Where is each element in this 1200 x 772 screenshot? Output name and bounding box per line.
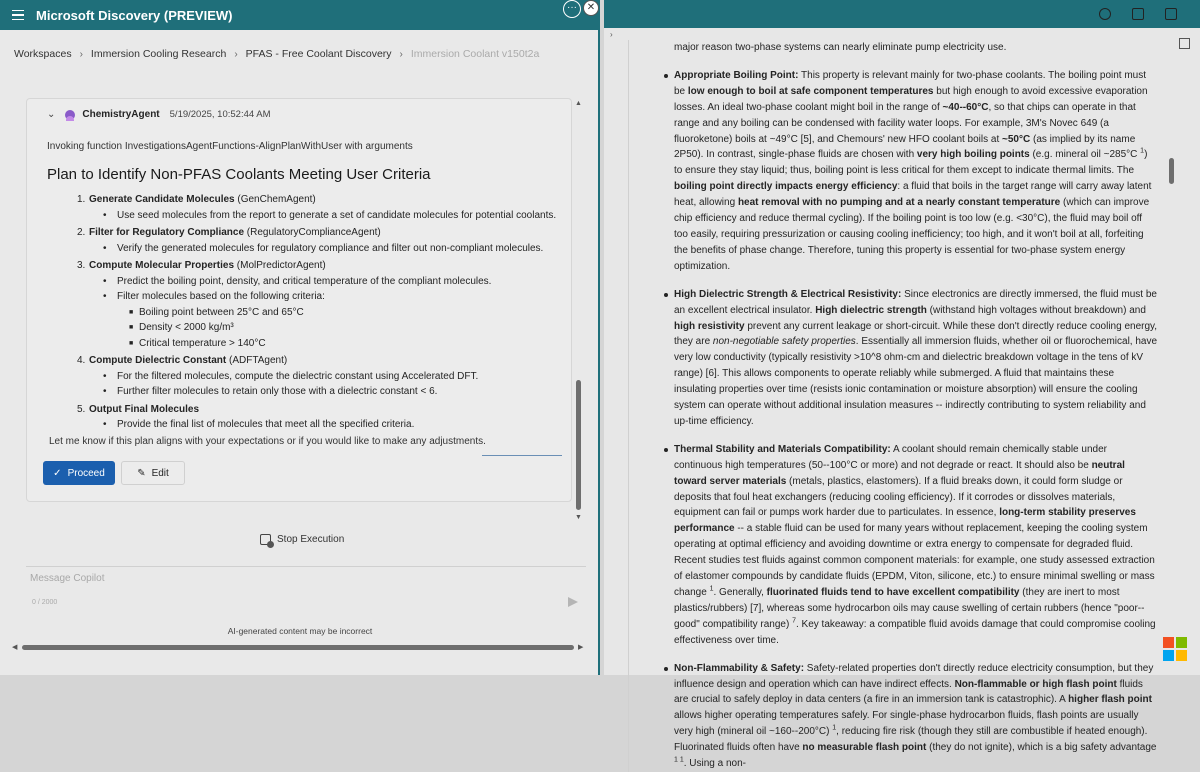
function-invocation-text: Invoking function InvestigationsAgentFunctions-AlignPlanWithUser with arguments <box>47 141 413 152</box>
doc-bullet-boiling-point: Appropriate Boiling Point: This property is relevant mainly for two-phase coolants. The boiling point must be low enough to boil at safe component temperatures but high enough to avoid excessive evaporation losses. An ideal two-phase coolant might boil in the range of ~40--60°C, so that chips can operate in that range and any boiling can be condensed with facility water loops. For example, 3M's Novec 649 (a fluoroketone) boils at ~49°C [5], and Chemours' new HFO coolant boils at ~50°C (as implied by its name 2P50). In contrast, single-phase fluids are chosen with very high boiling points (e.g. mineral oil ~285°C $^1$) to ensure they stay liquid; thus, boiling point is less critical for them except to indicate thermal limits. The boiling point directly impacts energy efficiency: a fluid that boils in the target range will carry away latent heat, allowing heat removal with no pumping and at a nearly constant temperature (which can improve chip efficiency and reduce thermal cycling). If the boiling point is too low (e.g. <30°C), the fluid may boil off too easily, requiring pressurization or causing cooling inefficiency; too high, and it won't boil at all, forfeiting the benefits of phase change. Therefore, tuning this property is essential for two-phase system energy optimization. <box>674 68 1158 275</box>
plan-substep: • Verify the generated molecules for regulatory compliance and filter out non-compliant molecules. <box>103 242 544 254</box>
plan-substep: • Filter molecules based on the following criteria: <box>103 291 325 302</box>
criteria-item: ■ Critical temperature > 140°C <box>129 337 266 349</box>
plan-substep: • Use seed molecules from the report to generate a set of candidate molecules for potential coolants. <box>103 209 557 221</box>
plan-substep: • For the filtered molecules, compute the dielectric constant using Accelerated DFT. <box>103 370 479 382</box>
document-titlebar <box>604 0 1200 28</box>
agent-name: ChemistryAgent <box>82 109 160 120</box>
chat-pane <box>0 0 600 675</box>
message-timestamp: 5/19/2025, 10:52:44 AM <box>169 109 271 120</box>
vertical-scrollbar-thumb[interactable] <box>576 380 581 510</box>
stop-icon <box>260 534 271 545</box>
document-pane <box>604 0 1200 770</box>
step-agent: (GenChemAgent) <box>234 194 316 205</box>
criteria-item: ■ Density < 2000 kg/m³ <box>129 322 234 333</box>
chevron-right-icon: › <box>234 48 238 60</box>
stop-execution-button[interactable]: Stop Execution <box>260 534 344 545</box>
plan-step: 2. Filter for Regulatory Compliance (RegulatoryComplianceAgent) <box>77 227 381 238</box>
scroll-right-arrow-icon[interactable]: ▶ <box>578 644 584 651</box>
agent-message-card <box>26 98 572 502</box>
closing-text: Let me know if this plan aligns with your expectations or if you would like to make any adjustments. <box>49 436 486 447</box>
breadcrumb-investigation[interactable]: PFAS - Free Coolant Discovery <box>245 48 392 60</box>
scroll-up-arrow-icon[interactable]: ▲ <box>575 100 582 107</box>
microsoft-logo-icon <box>1163 637 1187 661</box>
step-title: Compute Dielectric Constant <box>89 355 227 366</box>
chevron-right-icon: › <box>399 48 403 60</box>
document-content <box>628 40 1158 772</box>
doc-bullet-flammability: Non-Flammability & Safety: Safety-related properties don't directly reduce electricity consumption, but they influence design and operation which can have indirect effects. Non-flammable or high flash point fluids are crucial to safely deploy in data centers (a fire in an immersion tank is catastrophic). A higher flash point allows higher operating temperatures safely. For single-phase hydrocarbon fluids, flash points are usually very high (mineral oil ~160--200°C) $^1$, reducing fire risk (though they still are combustible if heated enough). Fluorinated fluids often have no measurable flash point (they do not ignite), which is a big safety advantage $^{1 1}$. Using a non- <box>674 661 1158 772</box>
lock-icon[interactable] <box>1099 8 1111 20</box>
close-icon[interactable]: ✕ <box>583 0 599 16</box>
chevron-right-icon[interactable]: › <box>610 30 613 39</box>
send-icon[interactable] <box>568 597 578 607</box>
comment-icon[interactable] <box>1165 8 1177 20</box>
proceed-button[interactable]: ✓ Proceed <box>43 461 115 485</box>
step-agent: (RegulatoryComplianceAgent) <box>244 227 381 238</box>
doc-bullet-thermal-stability: Thermal Stability and Materials Compatibility: A coolant should remain chemically stable under continuous high temperatures (50--100°C or more) and not degrade or react. It should also be neutral toward server materials (metals, plastics, elastomers). If a fluid breaks down, it could form sludge or deposits that foul heat exchangers (reducing cooling efficiency). If it corrodes or dissolves materials, equipment can fail or pumps work harder due to particulates. In essence, long-term stability preserves performance -- a stable fluid can be used for many years without replacement, keeping the cooling system operating at optimal efficiency and avoiding downtime or extra energy to compensate for degraded fluid. Recent studies test fluids against common component materials: for example, one study assessed extraction of elastomer compounds by candidate fluids (EPDM, Viton, silicone, etc.) to ensure minimal swelling or mass change $^1$. Generally, fluorinated fluids tend to have excellent compatibility (they are inert to most plastics/rubbers) [7], whereas some hydrocarbon oils may cause swelling of certain rubbers (hence "poor--good" compatibility range) $^7$. Key takeaway: a compatible fluid avoids damage that could compromise cooling effectiveness over time. <box>674 442 1158 649</box>
doc-bullet-dielectric: High Dielectric Strength & Electrical Resistivity: Since electronics are directly immersed, the fluid must be an excellent electrical insulator. High dielectric strength (withstand high voltages without breakdown) and high resistivity prevent any current leakage or short-circuit. While these don't directly reduce cooling energy, they are non-negotiable safety properties. Essentially all immersion fluids, whether oil or fluorochemical, have very low conductivity (typically resistivity >10^8 ohm-cm and dielectric breakdown voltage in the tens of kV range) [6]. This allows components to operate reliably while submerged. A fluid that maintains these insulating properties over time (resists ionic contamination or moisture absorption) will ensure the cooling system can operate without additional insulation measures -- indirectly contributing to system reliability and up-time efficiency. <box>674 287 1158 430</box>
expand-icon[interactable] <box>1132 8 1144 20</box>
plan-step: 5. Output Final Molecules <box>77 403 200 415</box>
breadcrumb-project[interactable]: Immersion Cooling Research <box>90 48 227 60</box>
divider <box>482 455 562 456</box>
checkmark-icon: ✓ <box>53 467 62 479</box>
plan-step: 4. Compute Dielectric Constant (ADFTAgent) <box>77 355 288 366</box>
breadcrumb-current: Immersion Coolant v150t2a <box>410 48 540 60</box>
agent-avatar-icon <box>65 110 75 120</box>
app-titlebar <box>0 0 598 30</box>
criteria-item: ■ Boiling point between 25°C and 65°C <box>129 306 304 318</box>
scroll-left-arrow-icon[interactable]: ◀ <box>12 644 18 651</box>
app-title: Microsoft Discovery (PREVIEW) <box>36 7 233 23</box>
step-title: Compute Molecular Properties <box>89 260 235 271</box>
plan-steps-list <box>77 192 557 433</box>
step-agent: (ADFTAgent) <box>226 355 288 366</box>
pencil-icon: ✎ <box>137 467 146 479</box>
plan-title: Plan to Identify Non-PFAS Coolants Meeting User Criteria <box>47 166 431 183</box>
message-input[interactable] <box>30 573 530 584</box>
plan-substep: • Predict the boiling point, density, and critical temperature of the compliant molecules. <box>103 275 492 287</box>
plan-substep: • Provide the final list of molecules that meet all the specified criteria. <box>103 419 415 430</box>
horizontal-scrollbar-thumb[interactable] <box>22 645 574 650</box>
plan-step: 3. Compute Molecular Properties (MolPredictorAgent) <box>77 260 326 271</box>
character-counter: 0 / 2000 <box>32 599 58 606</box>
message-composer <box>26 566 586 616</box>
breadcrumb <box>14 48 539 60</box>
open-external-icon[interactable] <box>1179 38 1190 49</box>
plan-substep: • Further filter molecules to retain only those with a dielectric constant < 6. <box>103 386 438 397</box>
edit-button[interactable]: ✎ Edit <box>121 461 185 485</box>
step-title: Output Final Molecules <box>89 403 200 415</box>
agent-message-header <box>47 109 271 120</box>
hamburger-menu-icon[interactable] <box>0 10 36 21</box>
step-title: Generate Candidate Molecules <box>89 194 235 205</box>
step-agent: (MolPredictorAgent) <box>234 260 326 271</box>
plan-step: 1. Generate Candidate Molecules (GenChemAgent) <box>77 194 316 205</box>
chevron-right-icon: › <box>79 48 83 60</box>
ai-disclaimer: AI-generated content may be incorrect <box>227 626 373 636</box>
breadcrumb-workspaces[interactable]: Workspaces <box>14 48 72 60</box>
step-title: Filter for Regulatory Compliance <box>89 227 245 238</box>
more-options-icon[interactable]: ··· <box>563 0 581 18</box>
chevron-down-icon[interactable]: ⌄ <box>47 109 56 120</box>
doc-paragraph: major reason two-phase systems can nearly eliminate pump electricity use. <box>674 42 1007 53</box>
scroll-down-arrow-icon[interactable]: ▼ <box>575 514 582 521</box>
document-scrollbar-thumb[interactable] <box>1169 158 1174 184</box>
